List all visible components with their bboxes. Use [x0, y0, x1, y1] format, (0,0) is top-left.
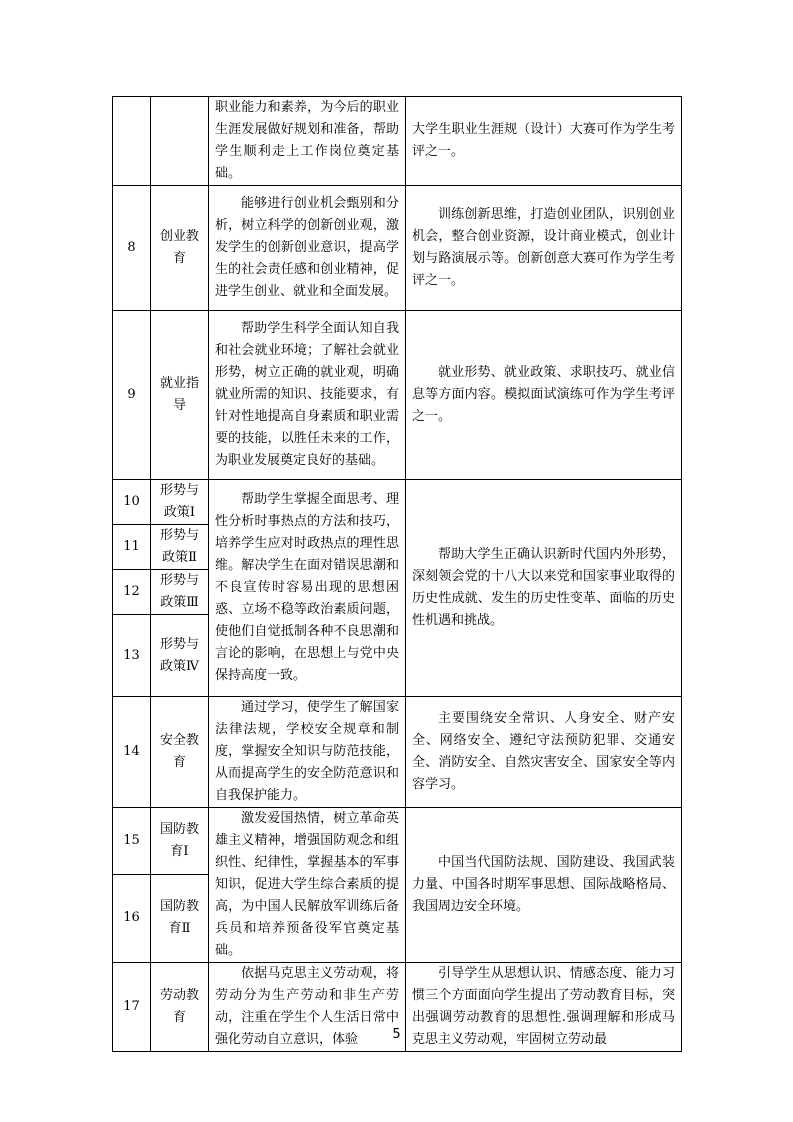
- page-number: 5: [392, 1027, 401, 1042]
- row-number: 16: [113, 874, 151, 962]
- course-name: 国防教育Ⅰ: [151, 808, 209, 875]
- course-goal: 帮助学生科学全面认知自我和社会就业环境；了解社会就业形势，树立正确的就业观，明确就业所需的知识、技能要求，有针对性地提高自身素质和职业需要的技能，以胜任未来的工作，为职业发展奠定良好的基础。: [215, 321, 399, 468]
- row-number: 15: [113, 808, 151, 875]
- course-name: 形势与政策Ⅱ: [151, 525, 209, 570]
- course-content: 引导学生从思想认识、情感态度、能力习惯三个方面面向学生提出了劳动教育目标，突出强调劳动教育的思想性.强调理解和形成马克思主义劳动观，牢固树立劳动最: [412, 966, 675, 1047]
- row-number: 10: [113, 480, 151, 525]
- course-content: 帮助大学生正确认识新时代国内外形势，深刻领会党的十八大以来党和国家事业取得的历史性成就、发生的历史性变革、面临的历史性机遇和挑战。: [412, 547, 675, 628]
- course-name: 形势与政策Ⅰ: [151, 480, 209, 525]
- course-name: 劳动教育: [151, 963, 209, 1052]
- row-number: 14: [113, 697, 151, 808]
- row-number: 11: [113, 525, 151, 570]
- course-table: [112, 96, 682, 1052]
- course-goal: 帮助学生掌握全面思考、理性分析时事热点的方法和技巧，培养学生应对时政热点的理性思维。解决学生在面对错误思潮和不良宣传时容易出现的思想困惑、立场不稳等政治素质问题，使他们自觉抵制各种不良思潮和言论的影响，在思想上与党中央保持高度一致。: [215, 492, 399, 683]
- course-content: 主要围绕安全常识、人身安全、财产安全、网络安全、遵纪守法预防犯罪、交通安全、消防安全、自然灾害安全、国家安全等内容学习。: [412, 711, 675, 792]
- course-goal: 激发爱国热情，树立革命英雄主义精神，增强国防观念和组织性、纪律性，掌握基本的军事知识，促进大学生综合素质的提高，为中国人民解放军训练后备兵员和培养预备役军官奠定基础。: [215, 811, 399, 958]
- course-name: 安全教育: [151, 697, 209, 808]
- course-goal: 依据马克思主义劳动观，将劳动分为生产劳动和非生产劳动，注重在学生个人生活日常中强化劳动自立意识，体验: [215, 966, 399, 1047]
- course-name: 创业教育: [151, 186, 209, 311]
- course-content: 训练创新思维，打造创业团队，识别创业机会，整合创业资源，设计商业模式，创业计划与路演展示等。创新创意大赛可作为学生考评之一。: [412, 207, 675, 288]
- course-name: 就业指导: [151, 311, 209, 480]
- course-name: [151, 97, 209, 186]
- row-number: 17: [113, 963, 151, 1052]
- row-number: [113, 97, 151, 186]
- row-number: 8: [113, 186, 151, 311]
- course-name: 形势与政策Ⅲ: [151, 570, 209, 615]
- course-goal: 通过学习，使学生了解国家法律法规，学校安全规章和制度，掌握安全知识与防范技能，从而提高学生的安全防范意识和自我保护能力。: [215, 700, 399, 803]
- course-content: 大学生职业生涯规（设计）大赛可作为学生考评之一。: [406, 97, 682, 186]
- course-name: 形势与政策Ⅳ: [151, 615, 209, 697]
- course-content: 就业形势、就业政策、求职技巧、就业信息等方面内容。模拟面试演练可作为学生考评之一。: [412, 365, 675, 424]
- table-row: [113, 311, 682, 480]
- course-goal: 职业能力和素养，为今后的职业生涯发展做好规划和准备，帮助学生顺利走上工作岗位奠定基础。: [209, 97, 406, 186]
- row-number: 12: [113, 570, 151, 615]
- course-goal: 能够进行创业机会甄别和分析，树立科学的创新创业观，激发学生的创新创业意识，提高学生的社会责任感和创业精神，促进学生创业、就业和全面发展。: [215, 196, 399, 299]
- row-number: 13: [113, 615, 151, 697]
- table-row: [113, 808, 682, 875]
- row-number: 9: [113, 311, 151, 480]
- table-row: [113, 186, 682, 311]
- table-row: [113, 97, 682, 186]
- table-row: [113, 480, 682, 525]
- course-content: 中国当代国防法规、国防建设、我国武装力量、中国各时期军事思想、国际战略格局、我国周边安全环境。: [412, 855, 675, 914]
- table-row: [113, 697, 682, 808]
- course-name: 国防教育Ⅱ: [151, 874, 209, 962]
